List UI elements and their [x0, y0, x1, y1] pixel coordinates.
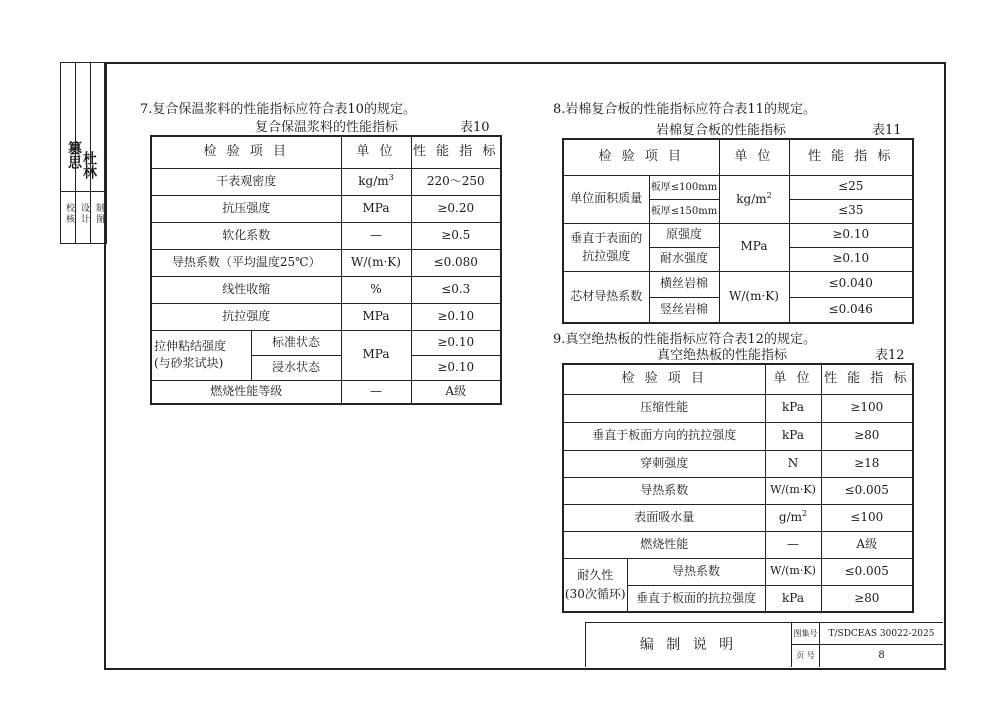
table-row [563, 271, 913, 297]
row-value: A级 [821, 531, 913, 558]
row-unit: — [341, 380, 411, 404]
signature-strip [60, 62, 107, 244]
header-item: 检 验 项 目 [563, 139, 719, 175]
table-row [563, 477, 913, 504]
row-unit: % [341, 276, 411, 303]
row-value: ≥80 [821, 422, 913, 450]
row-unit: kPa [765, 422, 821, 450]
table-12-number: 表12 [875, 348, 905, 363]
mass-sub-150: 板厚≤150mm [649, 199, 719, 223]
core-unit: W/(m·K) [719, 271, 789, 323]
header-unit: 单 位 [765, 364, 821, 394]
tensile-value-original: ≥0.10 [789, 223, 913, 247]
table-row [563, 531, 913, 558]
row-unit: MPa [341, 303, 411, 330]
row-item: 燃烧性能 [563, 531, 765, 558]
signature-2: 杜林 [81, 151, 97, 179]
row-item: 软化系数 [151, 222, 341, 249]
title-block-title: 编 制 说 明 [586, 623, 792, 667]
bond-sub-standard: 标准状态 [251, 330, 341, 355]
table-10-title: 复合保温浆料的性能指标 [255, 120, 399, 135]
header-item: 检 验 项 目 [151, 136, 341, 168]
row-item: 导热系数 [563, 477, 765, 504]
atlas-number: T/SDCEAS 30022-2025 [828, 629, 935, 639]
row-value: ≤0.3 [411, 276, 501, 303]
role-label-check: 校核 [64, 203, 74, 225]
table-row [151, 330, 501, 355]
tensile-sub-original: 原强度 [649, 223, 719, 247]
table-10 [150, 135, 502, 405]
table-11 [562, 138, 914, 324]
tensile-sub-water: 耐水强度 [649, 247, 719, 271]
table-row [563, 450, 913, 477]
row-item: 抗压强度 [151, 195, 341, 222]
mass-value-100: ≤25 [789, 175, 913, 199]
durability-unit-tensile: kPa [765, 585, 821, 612]
table-row [151, 276, 501, 303]
row-unit: MPa [341, 195, 411, 222]
bond-value-standard: ≥0.10 [411, 330, 501, 355]
tensile-group: 垂直于表面的 抗拉强度 [563, 223, 649, 271]
durability-value-conductivity: ≤0.005 [821, 558, 913, 585]
row-unit: — [765, 531, 821, 558]
section-9-heading: 9.真空绝热板的性能指标应符合表12的规定。 [553, 332, 816, 347]
table-row [151, 222, 501, 249]
role-label-draw: 制图 [94, 203, 104, 225]
section-8-heading: 8.岩棉复合板的性能指标应符合表11的规定。 [553, 102, 816, 117]
durability-sub-conductivity: 导热系数 [627, 558, 765, 585]
table-row [563, 394, 913, 422]
table-row [563, 504, 913, 531]
table-11-number: 表11 [872, 123, 902, 138]
row-item: 垂直于板面方向的抗拉强度 [563, 422, 765, 450]
mass-group: 单位面积质量 [563, 175, 649, 223]
row-value: ≥0.5 [411, 222, 501, 249]
mass-unit: $kg/m^2$ [719, 175, 789, 223]
row-unit: W/(m·K) [765, 477, 821, 504]
row-item: 线性收缩 [151, 276, 341, 303]
row-value: ≥100 [821, 394, 913, 422]
table-row [151, 249, 501, 276]
durability-unit-conductivity: W/(m·K) [765, 558, 821, 585]
core-group: 芯材导热系数 [563, 271, 649, 323]
row-value: ≤0.080 [411, 249, 501, 276]
table-row [151, 168, 501, 195]
durability-value-tensile: ≥80 [821, 585, 913, 612]
table-row [151, 195, 501, 222]
header-value: 性 能 指 标 [789, 139, 913, 175]
row-item: 抗拉强度 [151, 303, 341, 330]
row-value: ≥0.10 [411, 303, 501, 330]
row-value: 220～250 [411, 168, 501, 195]
table-12-title: 真空绝热板的性能指标 [657, 348, 788, 363]
mass-sub-100: 板厚≤100mm [649, 175, 719, 199]
durability-group: 耐久性 (30次循环) [563, 558, 627, 612]
row-unit: kPa [765, 394, 821, 422]
header-unit: 单 位 [341, 136, 411, 168]
role-label-design: 设计 [79, 203, 89, 225]
row-unit: $g/m^2$ [765, 504, 821, 531]
bond-unit: MPa [341, 330, 411, 380]
table-11-title: 岩棉复合板的性能指标 [656, 123, 787, 138]
bond-value-soaked: ≥0.10 [411, 355, 501, 380]
row-item: 导热系数（平均温度25℃） [151, 249, 341, 276]
bond-sub-soaked: 浸水状态 [251, 355, 341, 380]
table-row [151, 303, 501, 330]
signature-1: 篡思 [66, 141, 82, 169]
tensile-unit: MPa [719, 223, 789, 271]
core-sub-vertical: 竖丝岩棉 [649, 297, 719, 323]
row-unit: N [765, 450, 821, 477]
row-value: ≤0.005 [821, 477, 913, 504]
bond-group: 拉伸粘结强度 (与砂浆试块) [151, 330, 251, 380]
row-item: 表面吸水量 [563, 504, 765, 531]
table-row [563, 223, 913, 247]
row-unit: W/(m·K) [341, 249, 411, 276]
header-unit: 单 位 [719, 139, 789, 175]
table-row [151, 380, 501, 404]
durability-sub-tensile: 垂直于板面的抗拉强度 [627, 585, 765, 612]
header-item: 检 验 项 目 [563, 364, 765, 394]
row-item: 燃烧性能等级 [151, 380, 341, 404]
row-item: 压缩性能 [563, 394, 765, 422]
row-value: ≥18 [821, 450, 913, 477]
header-value: 性 能 指 标 [821, 364, 913, 394]
row-unit: — [341, 222, 411, 249]
section-7-heading: 7.复合保温浆料的性能指标应符合表10的规定。 [140, 102, 416, 117]
title-block [585, 622, 943, 667]
atlas-label: 图集号 [793, 629, 818, 638]
row-item: 穿刺强度 [563, 450, 765, 477]
table-10-number: 表10 [460, 120, 490, 135]
row-value: A级 [411, 380, 501, 404]
page-label: 页 号 [796, 651, 815, 660]
tensile-value-water: ≥0.10 [789, 247, 913, 271]
row-value: ≤100 [821, 504, 913, 531]
mass-value-150: ≤35 [789, 199, 913, 223]
row-item: 干表观密度 [151, 168, 341, 195]
row-value: ≥0.20 [411, 195, 501, 222]
row-unit: $kg/m^3$ [341, 168, 411, 195]
table-12 [562, 363, 914, 613]
table-row [563, 175, 913, 199]
table-row [563, 422, 913, 450]
core-sub-horizontal: 横丝岩棉 [649, 271, 719, 297]
core-value-horizontal: ≤0.040 [789, 271, 913, 297]
table-row [563, 558, 913, 585]
core-value-vertical: ≤0.046 [789, 297, 913, 323]
page-number: 8 [878, 650, 885, 661]
header-value: 性 能 指 标 [411, 136, 501, 168]
